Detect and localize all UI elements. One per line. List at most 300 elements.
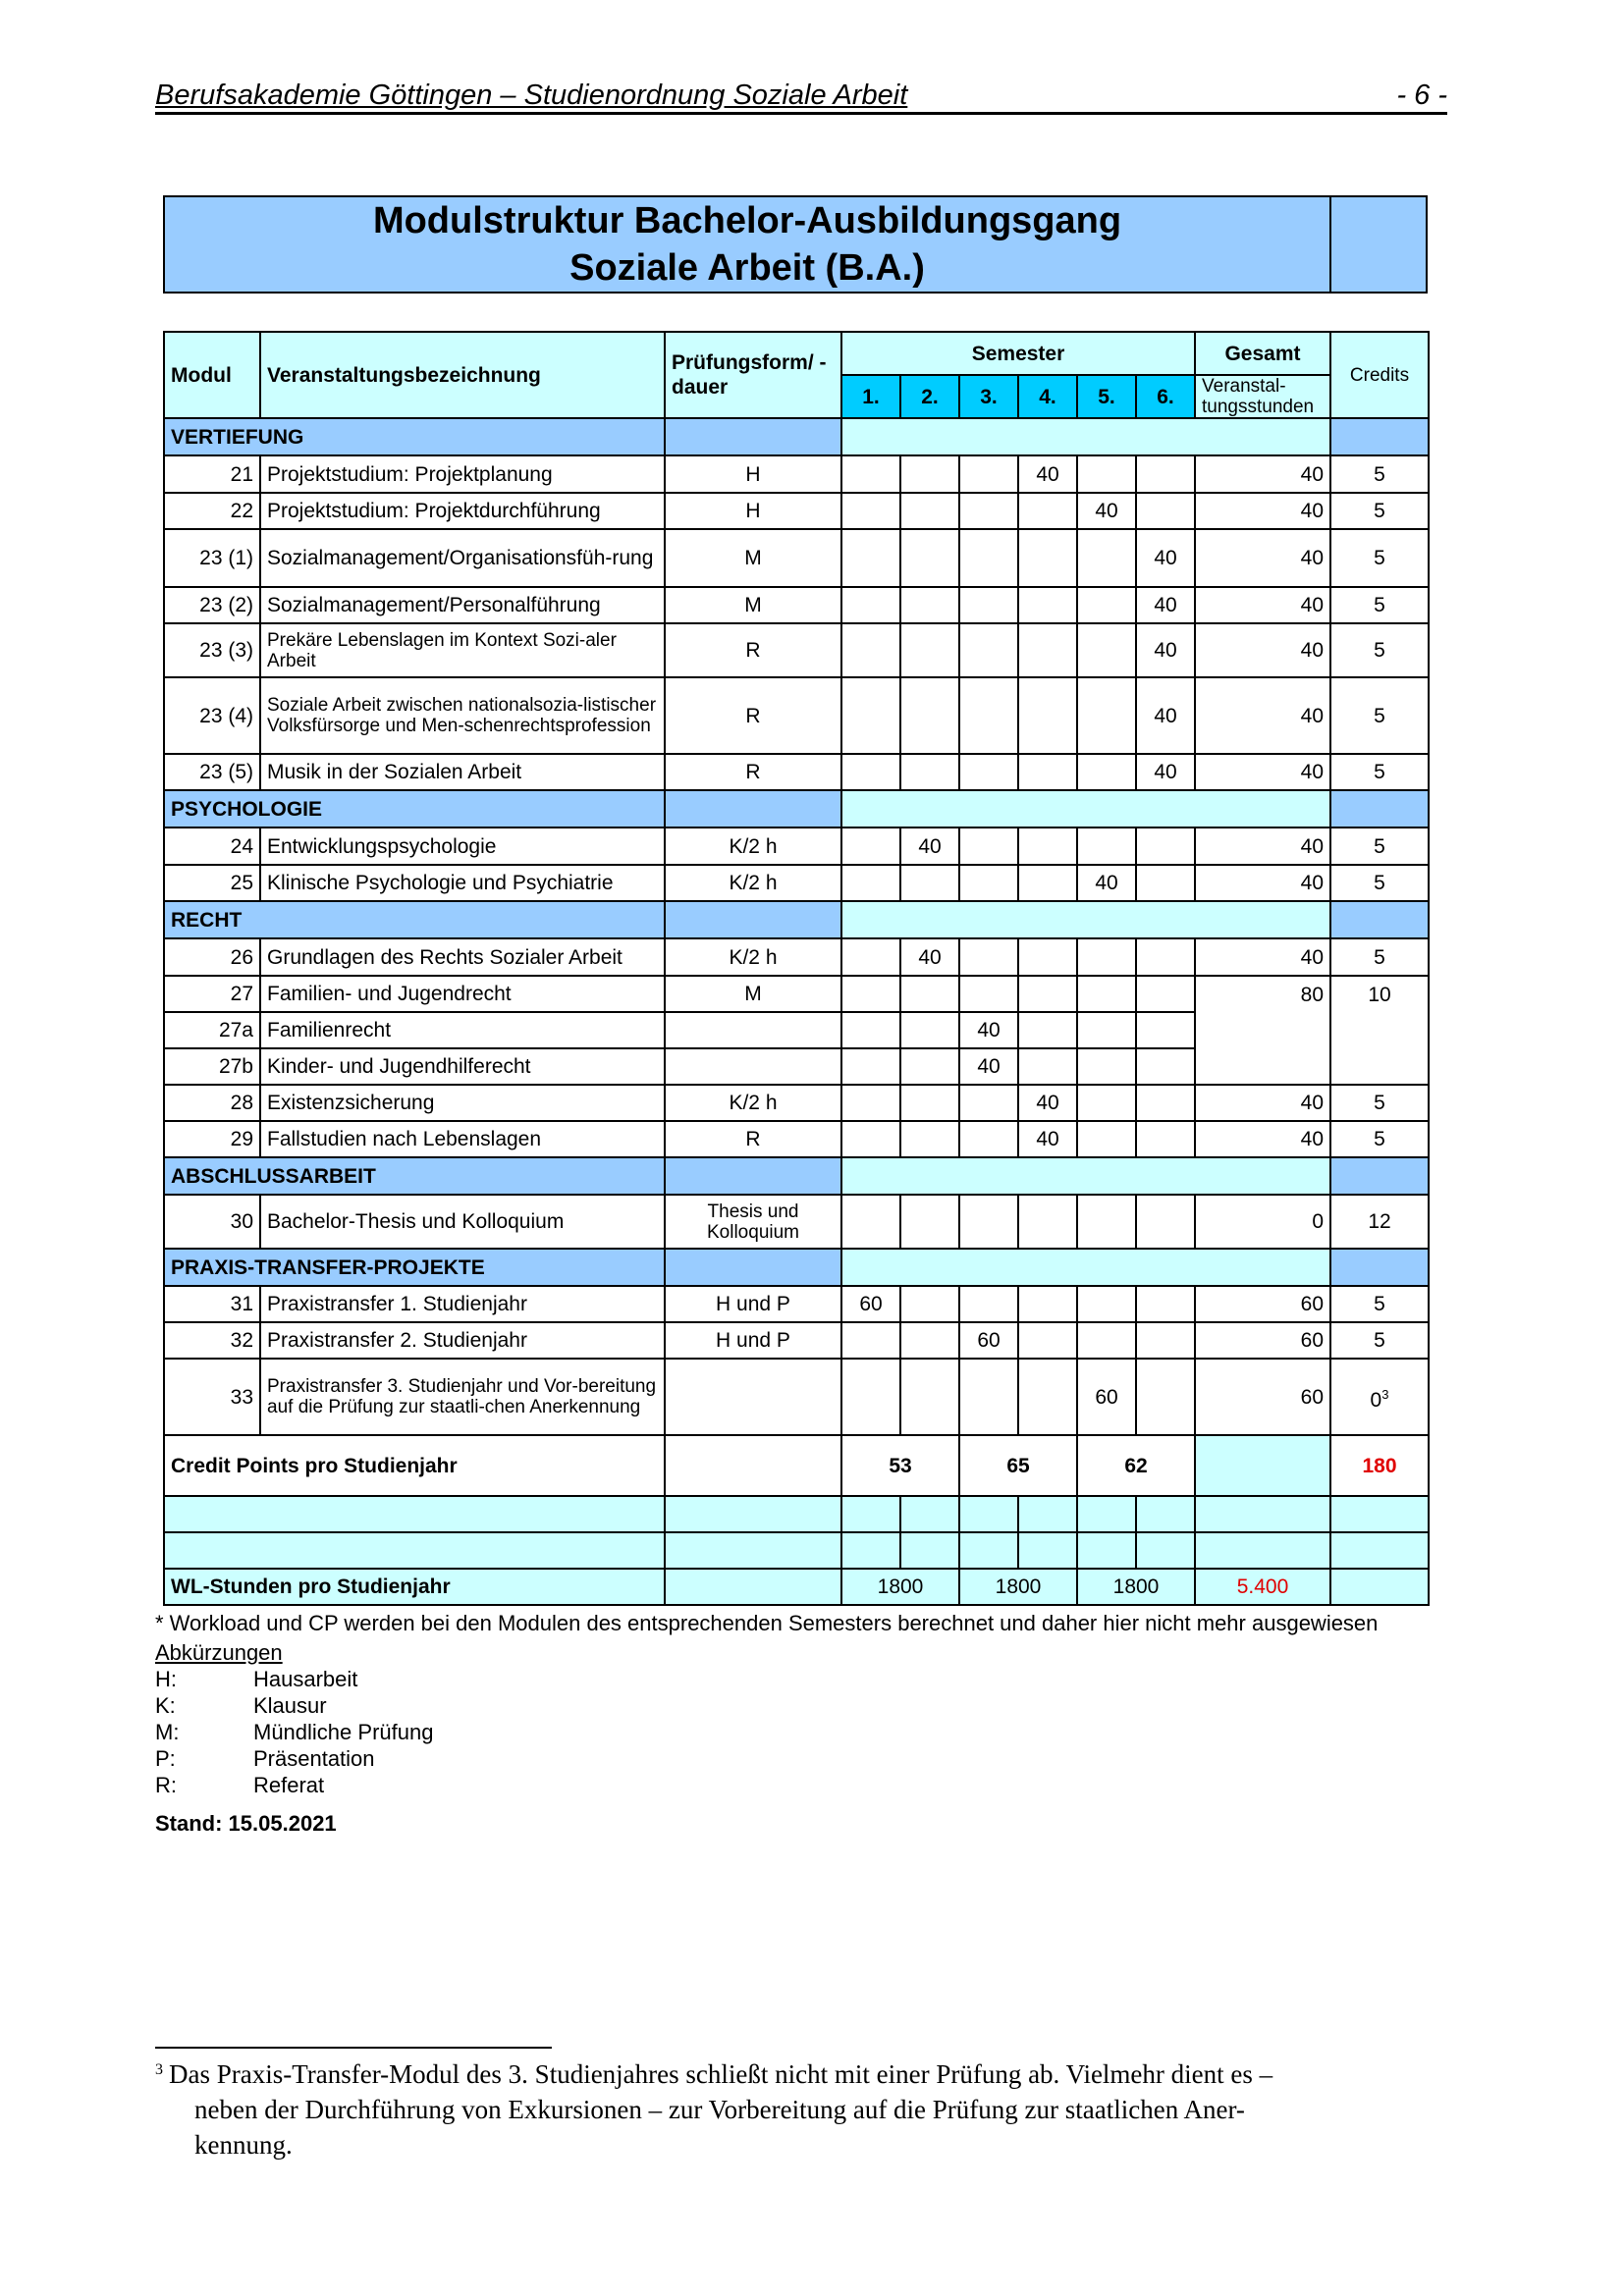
- credits: [1330, 865, 1429, 901]
- col-header-modul: Modul: [164, 332, 260, 418]
- footnote-line-3: kennung.: [194, 2130, 293, 2160]
- exam-form: R: [665, 754, 841, 790]
- module-table: [163, 331, 1430, 1606]
- credits-value: 5: [1374, 594, 1385, 616]
- semester-3-cell: [959, 493, 1018, 529]
- semester-2-header: 2.: [900, 375, 959, 418]
- wl-hours-row: [164, 1569, 1429, 1605]
- module-name: Sozialmanagement/Personalführung: [260, 587, 665, 623]
- abbreviation-key: R:: [155, 1773, 177, 1797]
- exam-form: R: [665, 623, 841, 677]
- credits-value: 5: [1374, 462, 1385, 486]
- table-row: [164, 677, 1429, 754]
- empty-cell: [841, 1532, 900, 1569]
- semester-6-cell: [1136, 455, 1195, 493]
- semester-4-cell: [1018, 938, 1077, 976]
- credits: [1330, 587, 1429, 623]
- footnote-line-2: neben der Durchführung von Exkursionen – zur Vorbereitung auf die Prüfung zur staatlichen Aner-: [194, 2095, 1245, 2124]
- semester-3-cell: 40: [959, 1048, 1018, 1085]
- total-hours: 40: [1195, 754, 1330, 790]
- credits: [1330, 754, 1429, 790]
- semester-1-cell: [841, 1195, 900, 1249]
- semester-1-cell: [841, 529, 900, 587]
- total-hours: 40: [1195, 1121, 1330, 1157]
- footnote-text-1: Das Praxis-Transfer-Modul des 3. Studienjahres schließt nicht mit einer Prüfung ab. Vielmehr dient es –: [169, 2059, 1273, 2089]
- section-row-recht: [164, 901, 1429, 938]
- credits-value: 5: [1374, 1092, 1385, 1114]
- exam-form: K/2 h: [665, 1085, 841, 1121]
- table-row: [164, 938, 1429, 976]
- semester-6-cell: [1136, 1121, 1195, 1157]
- credits-value: 5: [1374, 500, 1385, 522]
- semester-6-cell: [1136, 1195, 1195, 1249]
- title-line-1: Modulstruktur Bachelor-Ausbildungsgang: [372, 200, 1122, 241]
- semester-4-cell: [1018, 1286, 1077, 1322]
- module-number: 31: [164, 1286, 260, 1322]
- semester-6-cell: [1136, 976, 1195, 1012]
- semester-5-cell: [1077, 623, 1136, 677]
- semester-1-cell: [841, 455, 900, 493]
- exam-form: M: [665, 976, 841, 1012]
- total-hours: 40: [1195, 865, 1330, 901]
- semester-4-cell: 40: [1018, 1121, 1077, 1157]
- abbreviation-value: Referat: [253, 1773, 325, 1797]
- credits-value: 5: [1374, 761, 1385, 783]
- semester-3-cell: 40: [959, 1012, 1018, 1048]
- semester-1-cell: [841, 587, 900, 623]
- empty-cell: [900, 1496, 959, 1532]
- empty-cell: [665, 1496, 841, 1532]
- abbreviation-item: [155, 1666, 433, 1692]
- exam-form: H und P: [665, 1286, 841, 1322]
- module-number: 23 (3): [164, 623, 260, 677]
- semester-5-cell: [1077, 1195, 1136, 1249]
- semester-2-cell: [900, 1121, 959, 1157]
- abbreviation-key: H:: [155, 1667, 177, 1691]
- semester-5-cell: 40: [1077, 493, 1136, 529]
- semester-5-cell: [1077, 455, 1136, 493]
- total-hours: 80: [1195, 976, 1330, 1085]
- semester-5-cell: [1077, 976, 1136, 1012]
- empty-cell: [1330, 1569, 1429, 1605]
- module-number: 21: [164, 455, 260, 493]
- credit-points-total: 180: [1330, 1435, 1429, 1496]
- semester-3-cell: [959, 938, 1018, 976]
- col-header-semester: Semester: [841, 332, 1195, 375]
- wl-hours-year-3: 1800: [1077, 1569, 1195, 1605]
- section-label: VERTIEFUNG: [164, 418, 665, 455]
- section-cell: [1330, 418, 1429, 455]
- semester-2-cell: [900, 1286, 959, 1322]
- semester-2-cell: [900, 754, 959, 790]
- semester-6-cell: 40: [1136, 677, 1195, 754]
- module-number: 27a: [164, 1012, 260, 1048]
- empty-cell: [1330, 1532, 1429, 1569]
- empty-cell: [1018, 1496, 1077, 1532]
- table-row: [164, 1121, 1429, 1157]
- table-row: [164, 754, 1429, 790]
- semester-2-cell: [900, 493, 959, 529]
- table-row: [164, 976, 1429, 1012]
- semester-2-cell: [900, 587, 959, 623]
- credits: 10: [1330, 976, 1429, 1085]
- empty-cell: [1136, 1532, 1195, 1569]
- credits-value: 5: [1374, 945, 1385, 969]
- abbreviation-item: [155, 1692, 433, 1719]
- semester-6-cell: 40: [1136, 754, 1195, 790]
- credits: [1330, 1322, 1429, 1359]
- credits-value: 5: [1374, 1329, 1385, 1352]
- table-row: [164, 828, 1429, 865]
- semester-3-cell: [959, 587, 1018, 623]
- empty-cell: [959, 1532, 1018, 1569]
- module-name: Familien- und Jugendrecht: [260, 976, 665, 1012]
- credits: [1330, 677, 1429, 754]
- semester-6-cell: [1136, 1085, 1195, 1121]
- table-row: [164, 865, 1429, 901]
- page-header: [155, 79, 1447, 115]
- table-title-box: [163, 195, 1428, 294]
- semester-5-cell: [1077, 1085, 1136, 1121]
- semester-2-cell: [900, 623, 959, 677]
- section-cell: [665, 790, 841, 828]
- workload-note: [155, 1610, 1378, 1636]
- semester-4-cell: [1018, 1359, 1077, 1435]
- col-header-veranstaltungsstunden: Veranstal-tungsstunden: [1195, 375, 1330, 418]
- credit-points-row: [164, 1435, 1429, 1496]
- abbreviation-value: Präsentation: [253, 1746, 375, 1771]
- section-row-psychologie: [164, 790, 1429, 828]
- abbreviation-item: [155, 1745, 433, 1772]
- semester-1-cell: [841, 493, 900, 529]
- credits-value: 5: [1374, 834, 1385, 858]
- exam-form: [665, 1048, 841, 1085]
- table-row: [164, 1195, 1429, 1249]
- module-number: 28: [164, 1085, 260, 1121]
- semester-4-cell: 40: [1018, 455, 1077, 493]
- abbreviation-item: [155, 1719, 433, 1745]
- wl-hours-year-1: 1800: [841, 1569, 959, 1605]
- semester-3-cell: [959, 1121, 1018, 1157]
- module-name: Praxistransfer 1. Studienjahr: [260, 1286, 665, 1322]
- total-hours: 0: [1195, 1195, 1330, 1249]
- empty-cell: [1195, 1435, 1330, 1496]
- table-row: [164, 493, 1429, 529]
- table-row: [164, 623, 1429, 677]
- header-title: Berufsakademie Göttingen – Studienordnung Soziale Arbeit: [155, 80, 908, 111]
- exam-form: R: [665, 1121, 841, 1157]
- semester-5-cell: [1077, 529, 1136, 587]
- semester-6-cell: [1136, 1322, 1195, 1359]
- module-name: Soziale Arbeit zwischen nationalsozia-listischer Volksfürsorge und Men-schenrechtsprofession: [260, 677, 665, 754]
- semester-6-cell: [1136, 493, 1195, 529]
- credits-value: 5: [1374, 872, 1385, 894]
- col-header-gesamt: Gesamt: [1195, 332, 1330, 375]
- semester-5-cell: [1077, 587, 1136, 623]
- empty-cell: [1018, 1532, 1077, 1569]
- module-number: 24: [164, 828, 260, 865]
- total-hours: 40: [1195, 587, 1330, 623]
- credits-value: 12: [1368, 1210, 1391, 1233]
- semester-1-header: 1.: [841, 375, 900, 418]
- exam-form: K/2 h: [665, 938, 841, 976]
- module-number: 33: [164, 1359, 260, 1435]
- semester-4-cell: [1018, 1322, 1077, 1359]
- semester-4-cell: [1018, 828, 1077, 865]
- credit-points-year-2: 65: [959, 1435, 1077, 1496]
- semester-3-header: 3.: [959, 375, 1018, 418]
- semester-3-cell: [959, 1195, 1018, 1249]
- total-hours: 40: [1195, 828, 1330, 865]
- abbreviation-key: P:: [155, 1746, 176, 1771]
- empty-cell: [1077, 1532, 1136, 1569]
- col-header-veranstaltung: Veranstaltungsbezeichnung: [260, 332, 665, 418]
- exam-form: [665, 1012, 841, 1048]
- semester-5-cell: [1077, 1012, 1136, 1048]
- page-number: - 6 -: [1396, 80, 1447, 111]
- section-row-vertiefung: [164, 418, 1429, 455]
- semester-6-cell: [1136, 938, 1195, 976]
- module-number: 23 (1): [164, 529, 260, 587]
- semester-4-cell: [1018, 1048, 1077, 1085]
- empty-cell: [1330, 1496, 1429, 1532]
- section-cell: [665, 901, 841, 938]
- section-cell: [1330, 1157, 1429, 1195]
- section-label: PRAXIS-TRANSFER-PROJEKTE: [164, 1249, 665, 1286]
- credits: [1330, 1195, 1429, 1249]
- empty-cell: [164, 1532, 665, 1569]
- module-number: 25: [164, 865, 260, 901]
- section-cell: [1330, 1249, 1429, 1286]
- empty-cell: [841, 1496, 900, 1532]
- credits-value: 5: [1374, 704, 1385, 727]
- section-label: RECHT: [164, 901, 665, 938]
- empty-cell: [665, 1435, 841, 1496]
- section-cell: [665, 418, 841, 455]
- credits: [1330, 529, 1429, 587]
- section-row-abschluss: [164, 1157, 1429, 1195]
- semester-1-cell: [841, 1012, 900, 1048]
- table-row: [164, 1286, 1429, 1322]
- semester-6-header: 6.: [1136, 375, 1195, 418]
- semester-3-cell: [959, 677, 1018, 754]
- table-title: [165, 197, 1331, 292]
- semester-1-cell: [841, 623, 900, 677]
- semester-3-cell: [959, 455, 1018, 493]
- total-hours: 40: [1195, 529, 1330, 587]
- empty-cell: [1136, 1496, 1195, 1532]
- title-line-2: Soziale Arbeit (B.A.): [569, 247, 925, 289]
- table-row: [164, 1359, 1429, 1435]
- semester-5-cell: [1077, 1121, 1136, 1157]
- credits-value: 5: [1374, 639, 1385, 662]
- semester-4-cell: [1018, 1012, 1077, 1048]
- semester-1-cell: [841, 1359, 900, 1435]
- semester-4-cell: [1018, 1195, 1077, 1249]
- exam-form: M: [665, 587, 841, 623]
- module-number: 32: [164, 1322, 260, 1359]
- credits: [1330, 938, 1429, 976]
- module-name: Bachelor-Thesis und Kolloquium: [260, 1195, 665, 1249]
- section-cell: [841, 1157, 1330, 1195]
- empty-row: [164, 1532, 1429, 1569]
- footnote-marker: 3: [155, 2061, 163, 2078]
- semester-2-cell: [900, 1048, 959, 1085]
- abbreviation-value: Mündliche Prüfung: [253, 1720, 434, 1744]
- total-hours: 60: [1195, 1286, 1330, 1322]
- module-number: 23 (5): [164, 754, 260, 790]
- semester-5-cell: 60: [1077, 1359, 1136, 1435]
- table-row: [164, 587, 1429, 623]
- credits-value: 5: [1374, 1293, 1385, 1315]
- module-name: Sozialmanagement/Organisationsfüh-rung: [260, 529, 665, 587]
- semester-4-cell: 40: [1018, 1085, 1077, 1121]
- module-name: Projektstudium: Projektplanung: [260, 455, 665, 493]
- credits-value: 5: [1374, 547, 1385, 569]
- semester-2-cell: [900, 1012, 959, 1048]
- semester-3-cell: [959, 529, 1018, 587]
- table-row: [164, 455, 1429, 493]
- semester-1-cell: [841, 1322, 900, 1359]
- semester-1-cell: [841, 865, 900, 901]
- module-number: 27b: [164, 1048, 260, 1085]
- semester-5-cell: [1077, 1322, 1136, 1359]
- module-name: Existenzsicherung: [260, 1085, 665, 1121]
- credit-points-label: Credit Points pro Studienjahr: [164, 1435, 665, 1496]
- total-hours: 40: [1195, 1085, 1330, 1121]
- empty-cell: [1195, 1532, 1330, 1569]
- semester-6-cell: 40: [1136, 587, 1195, 623]
- semester-3-cell: [959, 1286, 1018, 1322]
- semester-1-cell: [841, 976, 900, 1012]
- credits: [1330, 455, 1429, 493]
- footnote-line-1: [155, 2056, 1432, 2092]
- credit-points-year-1: 53: [841, 1435, 959, 1496]
- abbreviation-title: Abkürzungen: [155, 1640, 283, 1665]
- workload-note-text: * Workload und CP werden bei den Modulen des entsprechenden Semesters berechnet und daher hier nicht mehr ausgewiesen: [155, 1611, 1379, 1635]
- credits: [1330, 1085, 1429, 1121]
- semester-3-cell: [959, 865, 1018, 901]
- section-cell: [1330, 790, 1429, 828]
- exam-form: H und P: [665, 1322, 841, 1359]
- section-cell: [841, 1249, 1330, 1286]
- semester-4-cell: [1018, 587, 1077, 623]
- abbreviation-key: M:: [155, 1720, 180, 1744]
- semester-1-cell: [841, 828, 900, 865]
- col-header-credits: Credits: [1330, 332, 1429, 418]
- module-name: Praxistransfer 3. Studienjahr und Vor-bereitung auf die Prüfung zur staatli-chen Anerkennung: [260, 1359, 665, 1435]
- empty-cell: [900, 1532, 959, 1569]
- empty-cell: [1195, 1496, 1330, 1532]
- section-cell: [665, 1249, 841, 1286]
- abbreviation-list: [155, 1639, 433, 1798]
- section-cell: [841, 901, 1330, 938]
- exam-form: M: [665, 529, 841, 587]
- credit-points-year-3: 62: [1077, 1435, 1195, 1496]
- semester-5-cell: 40: [1077, 865, 1136, 901]
- module-name: Projektstudium: Projektdurchführung: [260, 493, 665, 529]
- module-number: 23 (2): [164, 587, 260, 623]
- section-label: PSYCHOLOGIE: [164, 790, 665, 828]
- semester-2-cell: [900, 1085, 959, 1121]
- stand-date: Stand: 15.05.2021: [155, 1811, 337, 1836]
- module-number: 26: [164, 938, 260, 976]
- semester-1-cell: [841, 1121, 900, 1157]
- semester-3-cell: [959, 1085, 1018, 1121]
- module-name: Kinder- und Jugendhilferecht: [260, 1048, 665, 1085]
- empty-cell: [1077, 1496, 1136, 1532]
- footnote: [155, 2056, 1432, 2163]
- module-number: 22: [164, 493, 260, 529]
- credits: [1330, 493, 1429, 529]
- exam-form: H: [665, 455, 841, 493]
- semester-6-cell: [1136, 865, 1195, 901]
- module-number: 23 (4): [164, 677, 260, 754]
- exam-form: R: [665, 677, 841, 754]
- semester-1-cell: 60: [841, 1286, 900, 1322]
- semester-3-cell: 60: [959, 1322, 1018, 1359]
- empty-cell: [959, 1496, 1018, 1532]
- semester-1-cell: [841, 1048, 900, 1085]
- exam-form: [665, 1359, 841, 1435]
- semester-3-cell: [959, 828, 1018, 865]
- semester-4-cell: [1018, 754, 1077, 790]
- module-name: Prekäre Lebenslagen im Kontext Sozi-aler Arbeit: [260, 623, 665, 677]
- col-header-pruefung: Prüfungsform/ - dauer: [665, 332, 841, 418]
- module-number: 27: [164, 976, 260, 1012]
- semester-4-cell: [1018, 529, 1077, 587]
- semester-1-cell: [841, 938, 900, 976]
- module-name: Grundlagen des Rechts Sozialer Arbeit: [260, 938, 665, 976]
- semester-2-cell: [900, 455, 959, 493]
- empty-cell: [665, 1569, 841, 1605]
- semester-3-cell: [959, 754, 1018, 790]
- module-name: Fallstudien nach Lebenslagen: [260, 1121, 665, 1157]
- semester-4-cell: [1018, 865, 1077, 901]
- semester-6-cell: [1136, 1286, 1195, 1322]
- credits: [1330, 1121, 1429, 1157]
- footnote-ref: 3: [1381, 1386, 1389, 1402]
- semester-4-cell: [1018, 677, 1077, 754]
- semester-6-cell: 40: [1136, 529, 1195, 587]
- semester-3-cell: [959, 1359, 1018, 1435]
- total-hours: 40: [1195, 677, 1330, 754]
- exam-form: Thesis und Kolloquium: [665, 1195, 841, 1249]
- semester-6-cell: [1136, 1012, 1195, 1048]
- credits-value: 0: [1370, 1388, 1382, 1412]
- semester-4-cell: [1018, 493, 1077, 529]
- semester-1-cell: [841, 677, 900, 754]
- section-cell: [841, 418, 1330, 455]
- semester-2-cell: 40: [900, 828, 959, 865]
- semester-6-cell: [1136, 1359, 1195, 1435]
- semester-2-cell: [900, 1359, 959, 1435]
- empty-cell: [665, 1532, 841, 1569]
- semester-5-cell: [1077, 754, 1136, 790]
- section-cell: [841, 790, 1330, 828]
- total-hours: 60: [1195, 1359, 1330, 1435]
- semester-6-cell: [1136, 828, 1195, 865]
- semester-5-cell: [1077, 938, 1136, 976]
- table-row: [164, 1322, 1429, 1359]
- table-row: [164, 529, 1429, 587]
- empty-row: [164, 1496, 1429, 1532]
- total-hours: 40: [1195, 623, 1330, 677]
- section-cell: [665, 1157, 841, 1195]
- wl-hours-label: WL-Stunden pro Studienjahr: [164, 1569, 665, 1605]
- semester-1-cell: [841, 1085, 900, 1121]
- semester-2-cell: 40: [900, 938, 959, 976]
